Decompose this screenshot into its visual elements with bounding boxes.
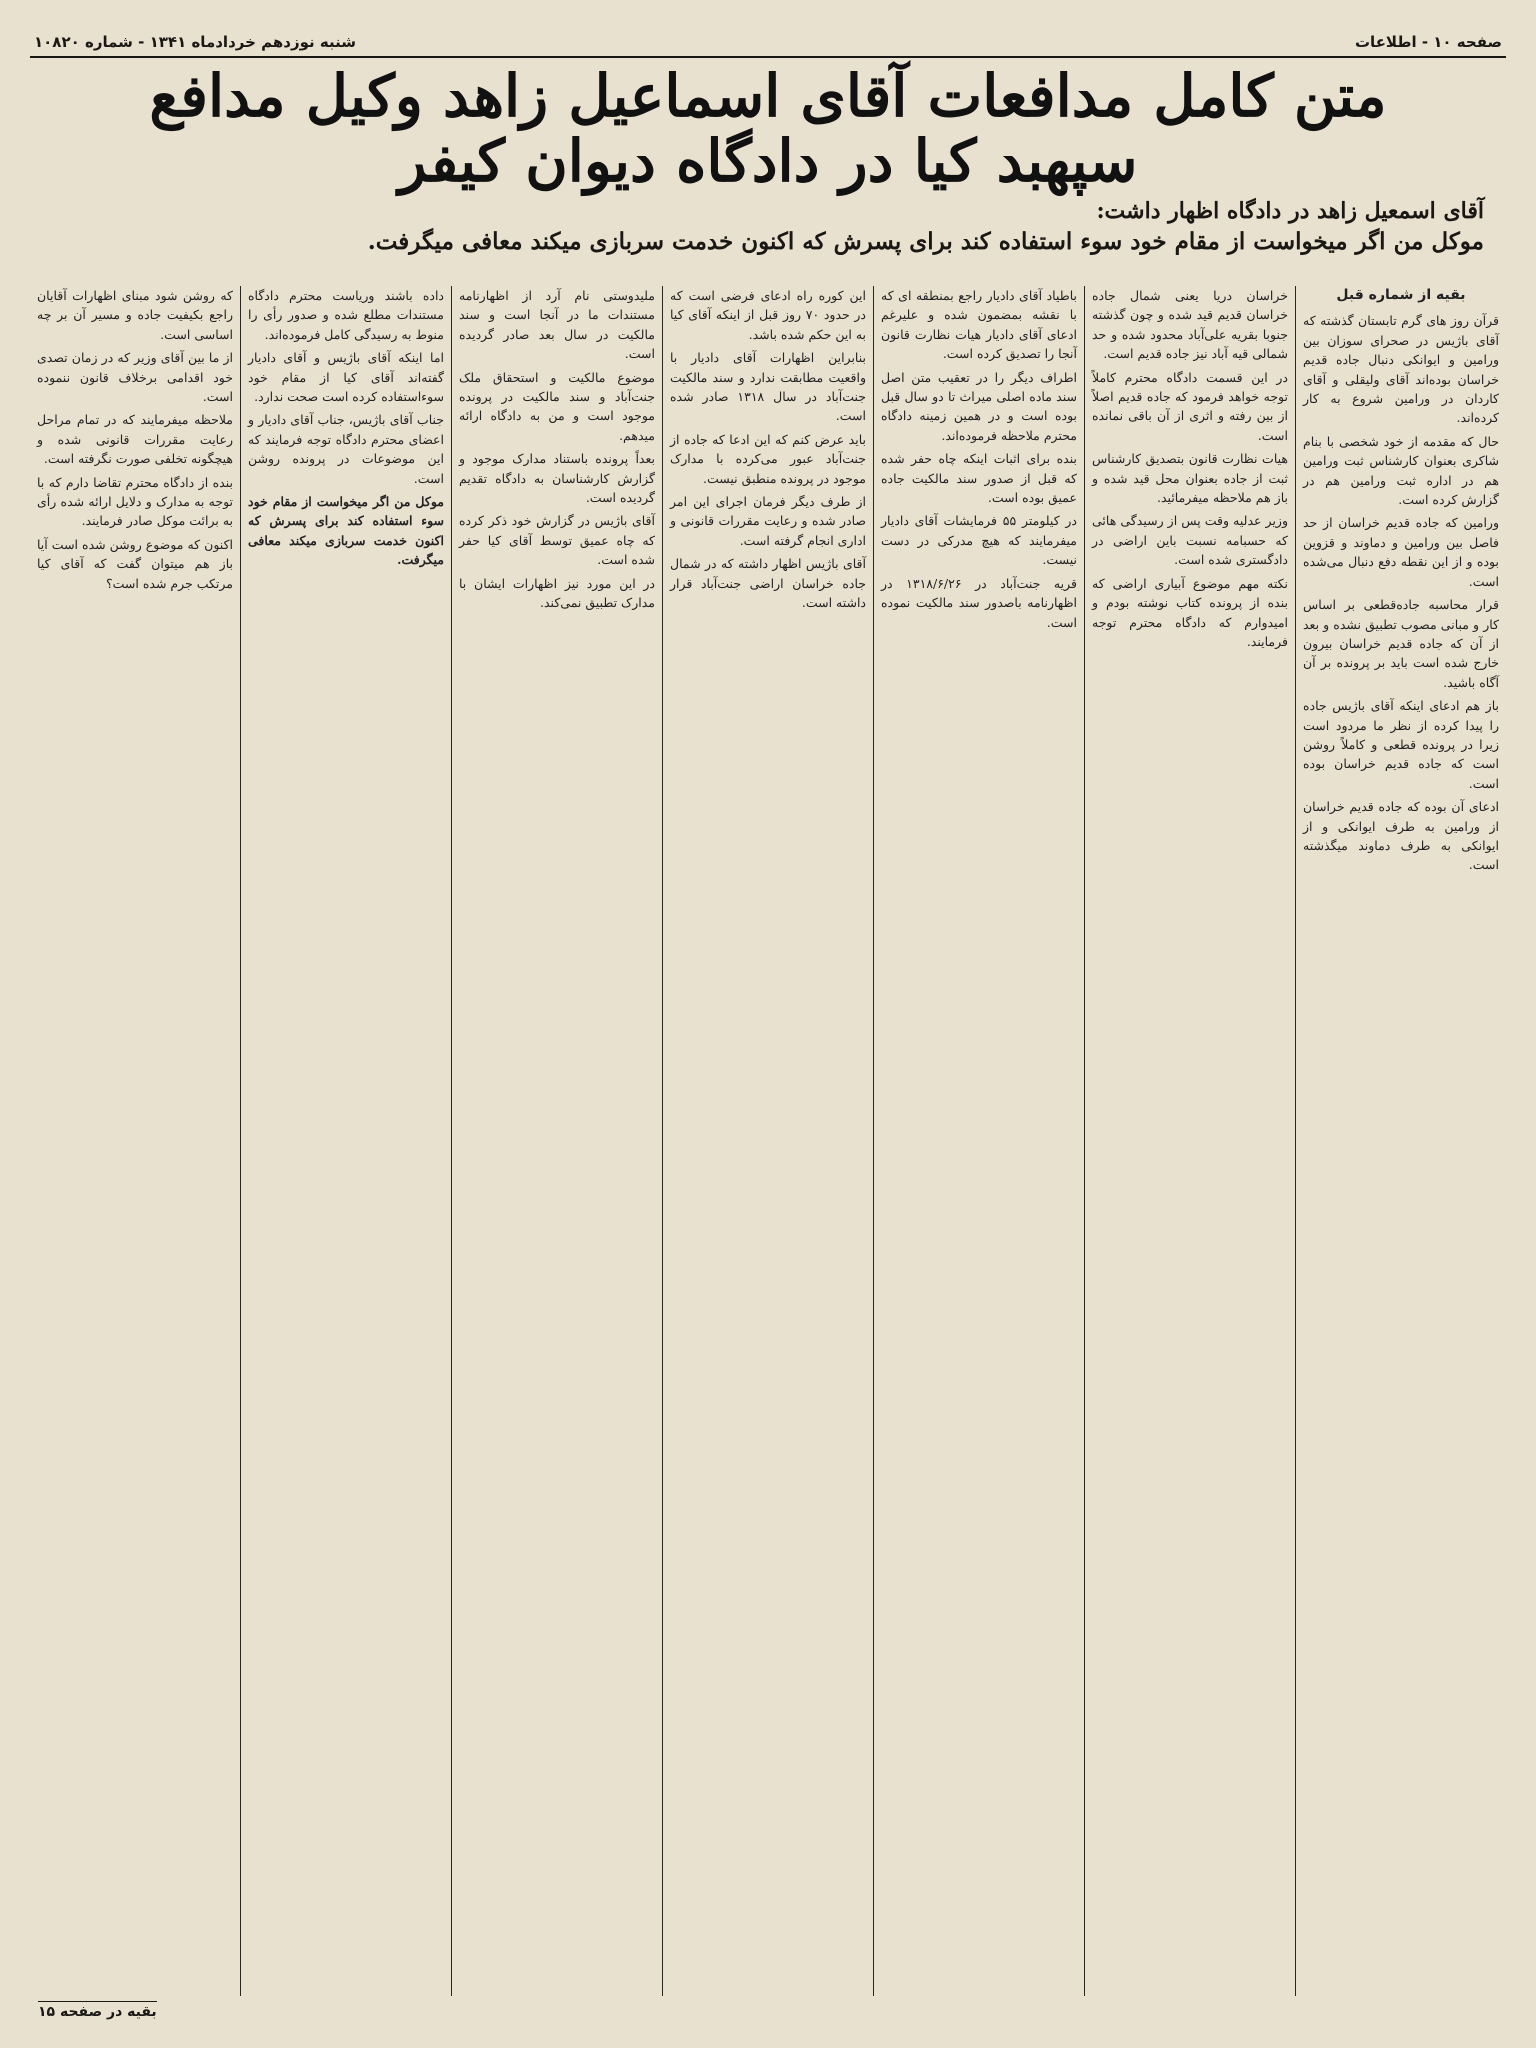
subhead-titles (36, 198, 1484, 255)
paragraph: ادعای آن بوده که جاده قدیم خراسان از ورامین به طرف ایوانکی و از ایوانکی به طرف دماوند میگذشته است. (1303, 799, 1499, 873)
paragraph: آقای باژیس در گزارش خود ذکر کرده که چاه عمیق توسط آقای کیا حفر شده است. (459, 513, 655, 568)
paragraph: باز هم ادعای اینکه آقای باژیس جاده را پیدا کرده از نظر ما مردود است زیرا در پرونده قطعی و کاملاً روشن است که جاده قدیم خراسان بوده است. (1303, 698, 1499, 791)
paragraph: در این مورد نیز اظهارات ایشان با مدارک تطبیق نمی‌کند. (459, 575, 655, 611)
paragraph: بنده از دادگاه محترم تقاضا دارم که با توجه به مدارک و دلایل ارائه شده رأی به برائت موکل صادر فرمایند. (37, 474, 233, 529)
paragraph: از ما بین آقای وزیر که در زمان تصدی خود اقدامی برخلاف قانون ننموده است. (37, 350, 233, 405)
newspaper-page (30, 28, 1506, 2020)
headline-line-2: سپهبد کیا در دادگاه دیوان کیفر (398, 126, 1138, 195)
paragraph: ملیدوستی نام آرد از اظهارنامه مستندات ما در آنجا است و سند مالکیت در سال بعد صادر گردیده است. (459, 288, 655, 362)
paragraph: در این قسمت دادگاه محترم کاملاً توجه خواهد فرمود که جاده قدیم اصلاً از بین رفته و اثری از آن باقی نمانده است. (1092, 369, 1288, 443)
paragraph: باطیاد آقای دادیار راجع بمنطقه ای که با نقشه بمضمون شده و علیرغم ادعای آقای دادیار هیات نظارت قانون آنجا را تصدیق کرده است. (881, 288, 1077, 362)
subhead-line-2: موکل من اگر میخواست از مقام خود سوء استفاده کند برای پسرش که اکنون خدمت سربازی میکند معافی میگرفت. (367, 227, 1484, 255)
paragraph: ملاحظه میفرمایند که در تمام مراحل رعایت مقررات قانونی شده و هیچگونه تخلفی صورت نگرفته است. (37, 412, 233, 467)
paragraph: این کوره راه ادعای فرضی است که در حدود ۷۰ روز قبل از اینکه آقای کیا به این حکم شده باشد. (670, 288, 866, 342)
paragraph: قریه جنت‌آباد در ۱۳۱۸/۶/۲۶ در اظهارنامه باصدور سند مالکیت نموده است. (881, 575, 1077, 630)
paragraph: بعداً پرونده باستناد مدارک موجود و گزارش کارشناسان به دادگاه تقدیم گردیده است. (459, 451, 655, 506)
issue-date: شنبه نوزدهم خردادماه ۱۳۴۱ - شماره ۱۰۸۲۰ (34, 33, 356, 51)
paragraph: قرار محاسبه جاده‌قطعی بر اساس کار و مبانی مصوب تطبیق نشده و بعد از آن که جاده قدیم خراسان بیرون خارج شده است باید بر پرونده بر آن آگاه باشید. (1303, 597, 1499, 690)
paragraph: بنده برای اثبات اینکه چاه حفر شده که قبل از صدور سند مالکیت جاده عمیق بوده است. (881, 451, 1077, 506)
headline-line-1: متن کامل مدافعات آقای اسماعیل زاهد وکیل مدافع (149, 62, 1387, 130)
paragraph: نکته مهم موضوع آبیاری اراضی که بنده از پرونده کتاب نوشته بودم و امیدوارم که دادگاه محترم توجه فرمایند. (1092, 575, 1288, 649)
paragraph: بنابراین اظهارات آقای دادیار با واقعیت مطابقت ندارد و سند مالکیت جنت‌آباد در سال ۱۳۱۸ صادر شده است. (670, 350, 866, 424)
paragraph: باید عرض کنم که این ادعا که جاده از جنت‌آباد عبور می‌کرده با مدارک موجود در پرونده منطبق نیست. (670, 431, 866, 486)
paragraph: داده باشند ورياست محترم دادگاه مستندات مطلع شده و صدور رأی را منوط به رسیدگی کامل فرموده‌اند. (248, 288, 444, 342)
column-2 (1084, 286, 1295, 1996)
column-7 (30, 286, 240, 1996)
column-1 (1295, 286, 1506, 1996)
paragraph: اکنون که موضوع روشن شده است آیا باز هم میتوان گفت که آقای کیا مرتکب جرم شده است؟ (37, 536, 233, 591)
paragraph: اطراف دیگر را در تعقیب متن اصل سند ماده اصلی میراث تا دو سال قبل بوده است و در همین زمینه دادگاه محترم ملاحظه فرموده‌اند. (881, 369, 1077, 443)
headline (30, 64, 1506, 194)
subhead (30, 198, 1506, 255)
column-3 (873, 286, 1084, 1996)
column-5 (451, 286, 662, 1996)
paragraph: از طرف دیگر فرمان اجرای این امر صادر شده و رعایت مقررات قانونی و اداری انجام گرفته است. (670, 494, 866, 548)
article-columns (30, 286, 1506, 1996)
paragraph: در کیلومتر ۵۵ فرمایشات آقای دادیار میفرمایند که هیچ مدرکی در دست نیست. (881, 513, 1077, 568)
paragraph: هیات نظارت قانون بتصدیق کارشناس ثبت از جاده بعنوان محل قید شده و باز هم ملاحظه میفرمائید. (1092, 451, 1288, 506)
paragraph: موضوع مالکیت و استحقاق ملک جنت‌آباد و سند مالکیت در پرونده موجود است و من به دادگاه ارائه میدهم. (459, 369, 655, 443)
paragraph: اما اینکه آقای باژیس و آقای دادیار گفته‌اند آقای کیا از مقام خود سوءاستفاده کرده است صحت ندارد. (248, 350, 444, 405)
masthead (30, 28, 1506, 58)
paragraph: که روشن شود مبنای اظهارات آقایان راجع بکیفیت جاده و مسیر آن بر چه اساسی است. (37, 288, 233, 342)
paragraph: حال که مقدمه از خود شخصی با بنام شاکری بعنوان کارشناس ثبت ورامین هم در اداره ثبت ورامین هم در گزارش کرده است. (1303, 433, 1499, 508)
paragraph: خراسان دریا یعنی شمال جاده خراسان قدیم قید شده و چون گذشته جنوبا بقریه علی‌آباد محدود شده و حد شمالی قیه آباد نیز جاده قدیم است. (1092, 288, 1288, 362)
page-label: صفحه ۱۰ - اطلاعات (1354, 33, 1502, 51)
column-6 (240, 286, 451, 1996)
column-4 (662, 286, 873, 1996)
subhead-line-1: آقای اسمعیل زاهد در دادگاه اظهار داشت: (1096, 197, 1484, 224)
paragraph: قرآن روز های گرم تابستان گذشته که آقای باژیس در صحرای سوزان بین ورامین و ایوانکی دنبال جاده قدیم خراسان بوده‌اند آقای ولیقلی و آقای کاردان در ورامین شروع به کار کرده‌اند. (1303, 313, 1499, 426)
paragraph: آقای باژیس اظهار داشته که در شمال جاده خراسان اراضی جنت‌آباد قرار داشته است. (670, 556, 866, 611)
continued-on-note: بقیه در صفحه ۱۵ (38, 2001, 157, 2020)
paragraph: موکل من اگر میخواست از مقام خود سوء استفاده کند برای پسرش که اکنون خدمت سربازی میکند معافی میگرفت. (248, 494, 444, 568)
paragraph: وزیر عدلیه وقت پس از رسیدگی هائی که حسبامه نسبت باین اراضی در دادگستری شده است. (1092, 513, 1288, 568)
paragraph: ورامین که جاده قدیم خراسان از حد فاصل بین ورامین و دماوند و قزوین بوده و از این نقطه دفع دنبال می‌شده است. (1303, 515, 1499, 589)
continued-from-label: بقیه از شماره قبل (1336, 287, 1466, 303)
paragraph: جناب آقای باژیس، جناب آقای دادیار و اعضای محترم دادگاه توجه فرمایند که این موضوعات در پرونده روشن است. (248, 412, 444, 486)
